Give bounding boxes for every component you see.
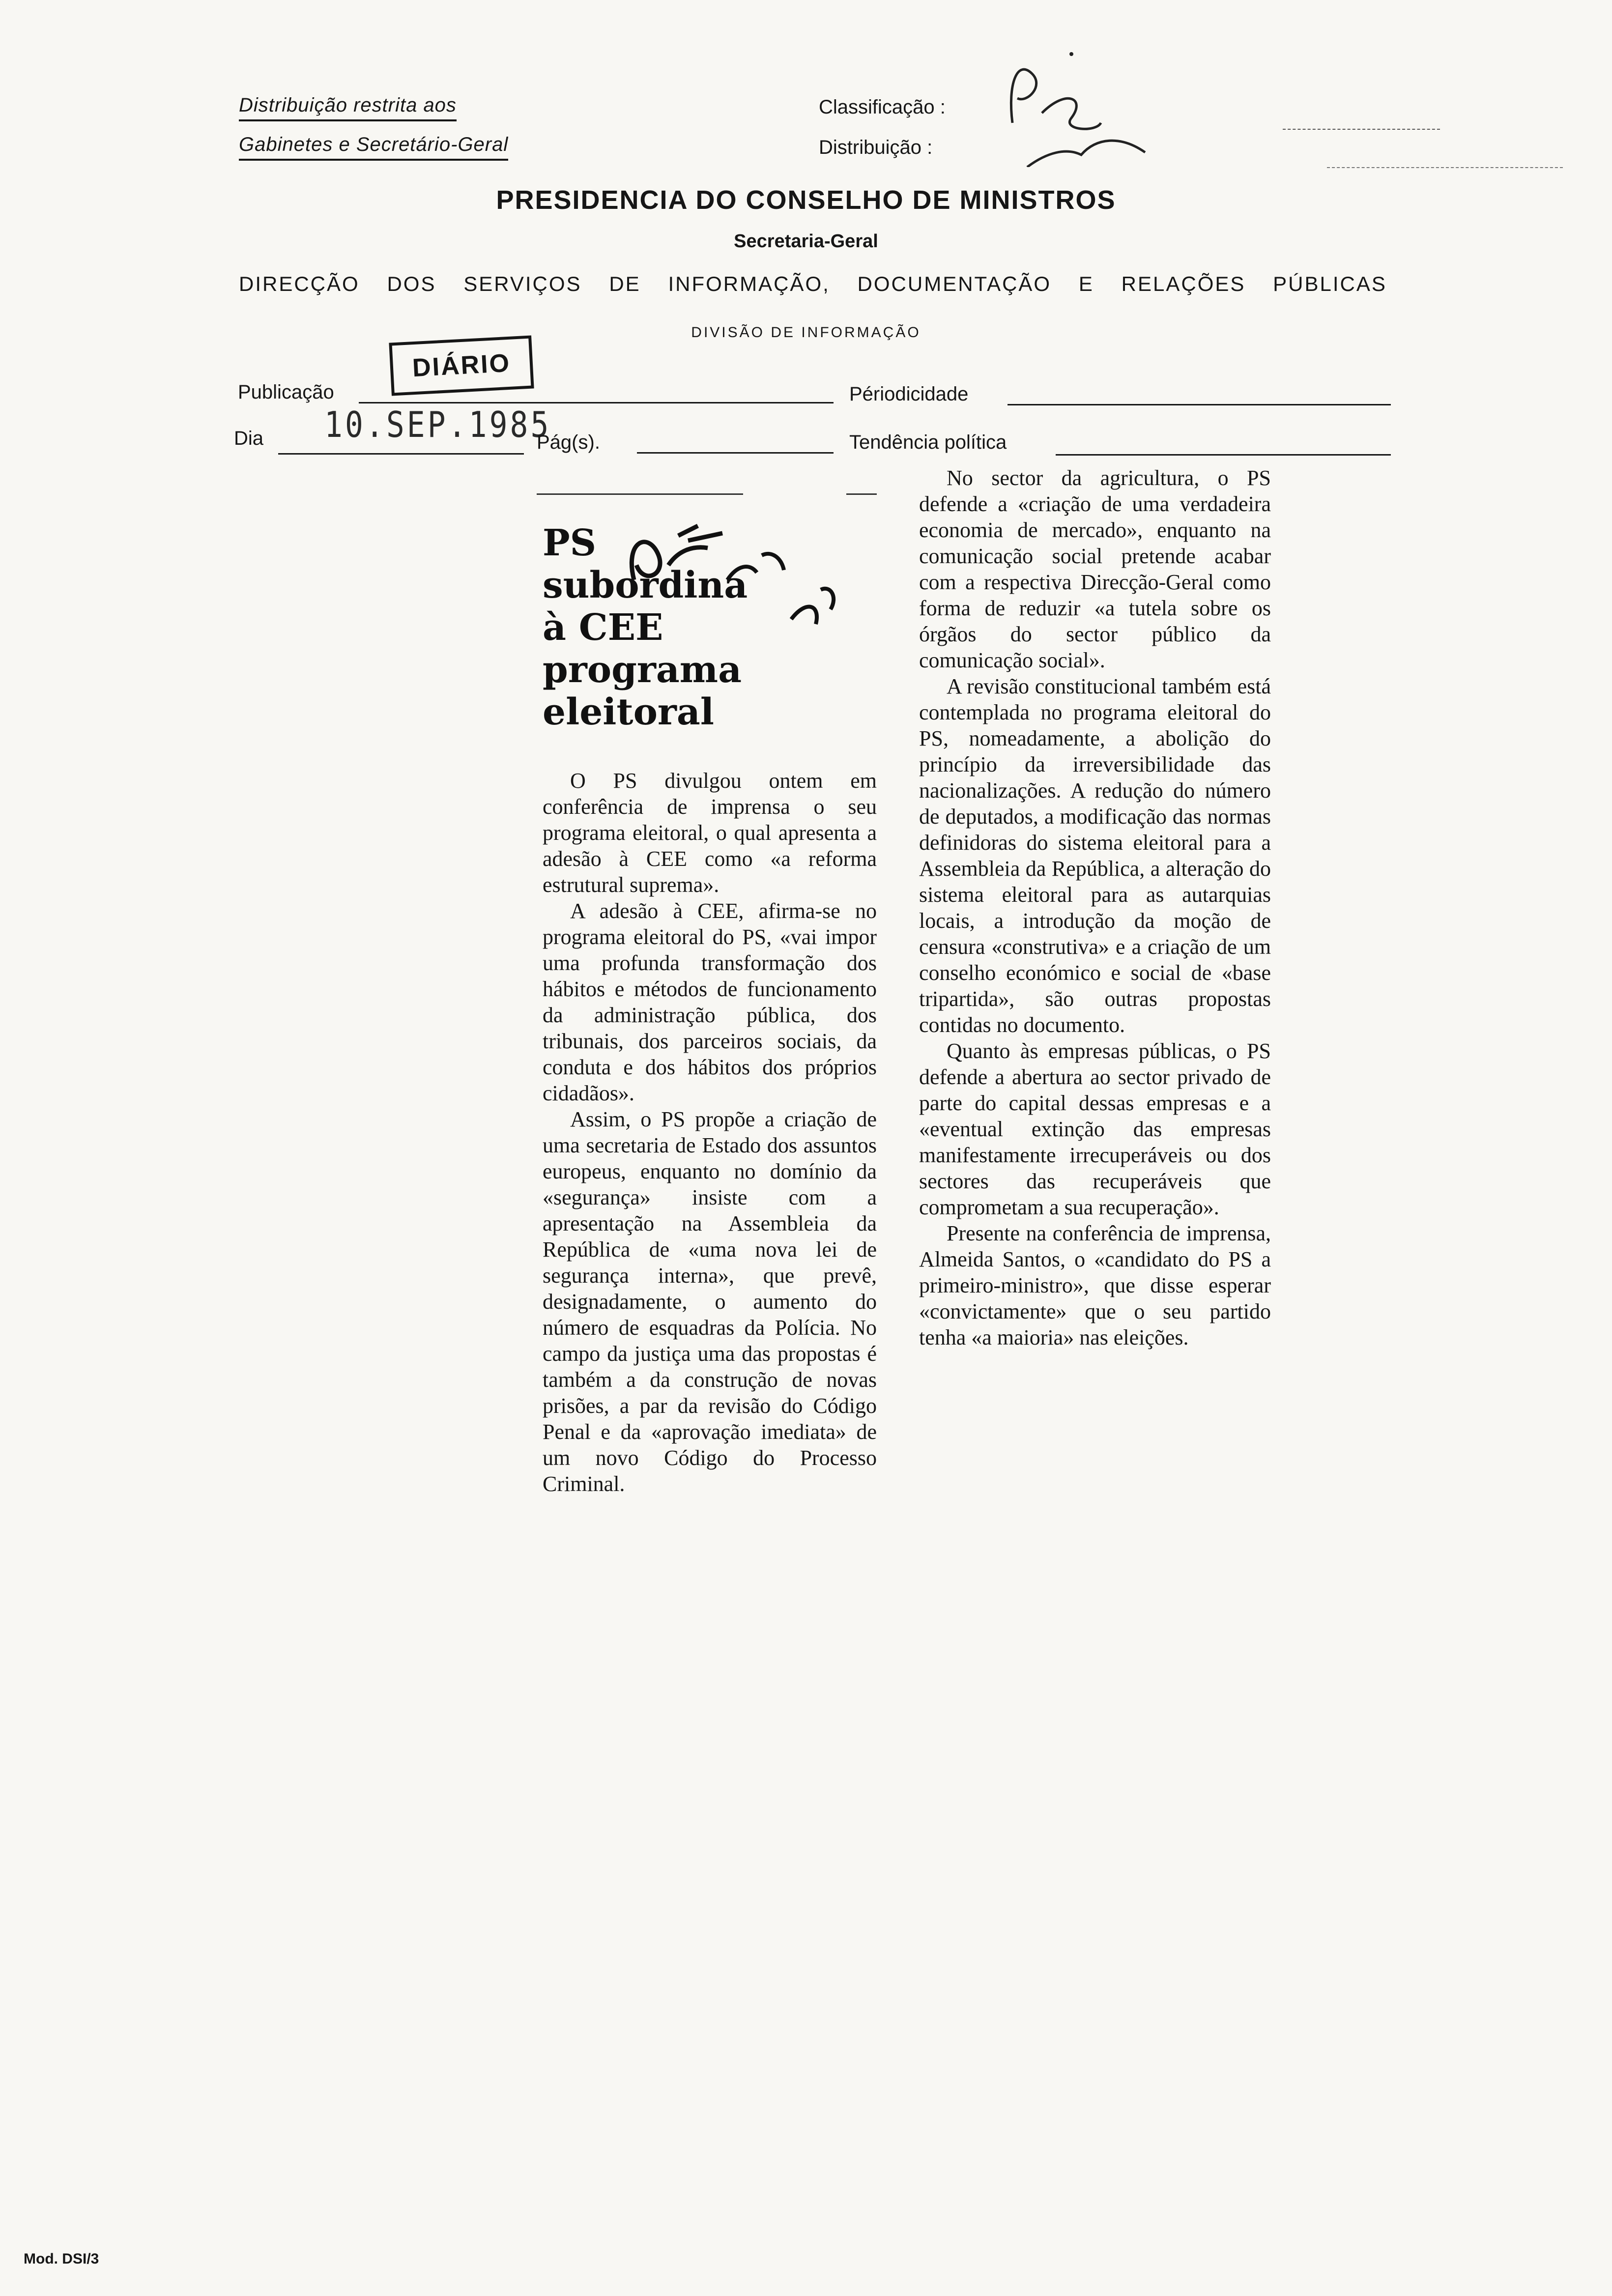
article-paragraph: A revisão constitucional também está contemplada no programa eleitoral do PS, nomeadamente, a abolição do princípio da irreversibilidade das nacionalizações. A redução do número de deputados, a modificação das normas definidoras do sistema eleitoral para a Assembleia da República, a alteração do sistema eleitoral para as autarquias locais, a introdução da moção de censura «construtiva» e a criação de um conselho económico e social de «base tripartida», são outras propostas contidas no documento. (919, 674, 1271, 1037)
department-word: DIRECÇÃO (239, 272, 360, 295)
division-heading: DIVISÃO DE INFORMAÇÃO (691, 324, 921, 341)
periodicity-label: Périodicidade (849, 383, 969, 405)
publication-label: Publicação (238, 381, 334, 403)
column-rule-short (846, 493, 877, 495)
article-paragraph: Presente na conferência de imprensa, Almeida Santos, o «candidato do PS a primeiro-ministro», que disse esperar «convictamente» que o seu partido tenha «a maioria» nas eleições. (919, 1221, 1271, 1349)
department-word: INFORMAÇÃO, (668, 272, 830, 295)
periodicity-field-line (1008, 404, 1391, 405)
headline-line: PS (543, 522, 597, 564)
day-label: Dia (234, 428, 264, 449)
presidency-title: PRESIDENCIA DO CONSELHO DE MINISTROS (496, 185, 1116, 215)
publication-stamp-text: DIÁRIO (411, 348, 512, 383)
headline-line: à CEE (543, 606, 663, 649)
publication-field-line (359, 402, 834, 403)
handwritten-newspaper-note (614, 511, 845, 634)
restricted-distribution-line1: Distribuição restrita aos (239, 94, 457, 121)
department-word: RELAÇÕES (1121, 272, 1246, 295)
headline-line: eleitoral (543, 691, 714, 733)
department-word: SERVIÇOS (463, 272, 582, 295)
article-paragraph: Assim, o PS propõe a criação de uma secretaria de Estado dos assuntos europeus, enquanto no domínio da «segurança» insiste com a apresentação na Assembleia da República de «uma nova lei de segurança interna», que prevê, designadamente, o aumento do número de esquadras da Polícia. No campo da justiça uma das propostas é também a da construção de novas prisões, a par da revisão do Código Penal e da «aprovação imediata» de um novo Código do Processo Criminal. (543, 1107, 877, 1496)
article-paragraph: Quanto às empresas públicas, o PS defende a abertura ao sector privado de parte do capital dessas empresas e a «eventual extinção das empresas manifestamente irrecuperáveis ou dos sectores das recuperáveis que comprometam a sua recuperação». (919, 1039, 1271, 1219)
department-word: DE (609, 272, 641, 295)
political-tendency-field-line (1056, 454, 1391, 456)
secretariat-subtitle: Secretaria-Geral (734, 231, 878, 252)
department-word: DOS (387, 272, 436, 295)
form-model-code: Mod. DSI/3 (24, 2251, 99, 2267)
faint-right-mark (1283, 129, 1440, 130)
department-word: E (1078, 272, 1094, 295)
article-paragraph: O PS divulgou ontem em conferência de imprensa o seu programa eleitoral, o qual apresenta a adesão à CEE como «a reforma estrutural suprema». (543, 769, 877, 897)
department-word: PÚBLICAS (1273, 272, 1387, 295)
date-stamp: 10.SEP.1985 (324, 404, 551, 445)
article-paragraph: A adesão à CEE, afirma-se no programa eleitoral do PS, «vai impor uma profunda transformação dos hábitos e métodos de funcionamento da administração pública, dos tribunais, dos parceiros sociais, da conduta e dos hábitos dos próprios cidadãos». (543, 899, 877, 1105)
publication-stamp (389, 335, 534, 396)
department-word: DOCUMENTAÇÃO (857, 272, 1052, 295)
column-rule (537, 493, 743, 495)
pages-field-line (637, 452, 834, 454)
faint-right-mark-2 (1327, 167, 1563, 168)
article-column-right (919, 465, 1271, 1350)
headline-line: subordina (543, 564, 748, 606)
political-tendency-label: Tendência política (849, 431, 1007, 453)
classification-handwritten-signature (998, 39, 1184, 167)
day-field-line (278, 453, 524, 455)
headline-line: programa (543, 649, 742, 691)
restricted-distribution-line2: Gabinetes e Secretário-Geral (239, 134, 508, 161)
distribution-label: Distribuição : (819, 137, 933, 158)
article-column-left (543, 768, 877, 1497)
article-paragraph: No sector da agricultura, o PS defende a «criação de uma verdadeira economia de mercado», enquanto na comunicação social pretende acabar com a respectiva Direcção-Geral como forma de reduzir «a tutela sobre os órgãos do sector público da comunicação social». (919, 466, 1271, 672)
classification-label: Classificação : (819, 96, 946, 118)
department-heading (239, 272, 1387, 296)
pages-label: Pág(s). (537, 431, 600, 453)
